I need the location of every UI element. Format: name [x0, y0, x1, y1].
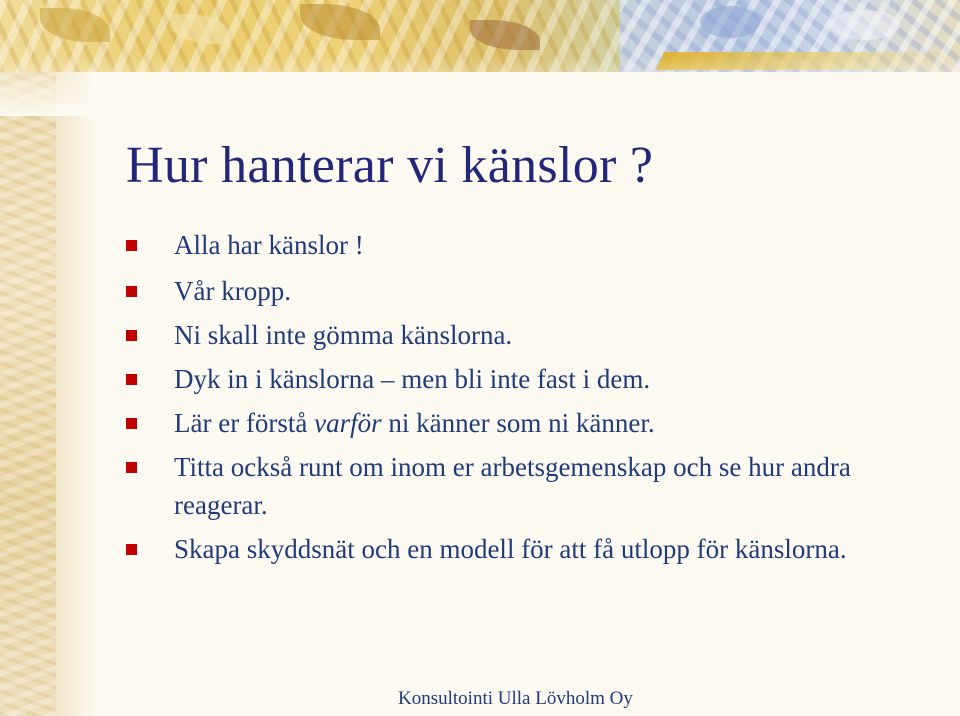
- slide-title: Hur hanterar vi känslor ?: [126, 137, 654, 194]
- bullet-text: Vår kropp.: [174, 276, 291, 306]
- flower-decoration: [830, 10, 900, 40]
- bullet-text-before: Lär er förstå: [174, 408, 315, 438]
- flower-decoration: [700, 6, 760, 38]
- bullet-text-emphasis: varför: [314, 408, 382, 438]
- slide-footer: Konsultointi Ulla Lövholm Oy: [398, 688, 633, 709]
- bullet-text: Titta också runt om inom er arbetsgemenskap och se hur andra reagerar.: [174, 452, 851, 520]
- bullet-text: Alla har känslor !: [174, 230, 364, 260]
- square-bullet-icon: [126, 544, 137, 555]
- banner-fade: [0, 56, 960, 116]
- bullet-text-after: ni känner som ni känner.: [381, 408, 655, 438]
- bullet-text: Ni skall inte gömma känslorna.: [174, 320, 513, 350]
- square-bullet-icon: [126, 240, 137, 251]
- square-bullet-icon: [126, 374, 137, 385]
- bullet-item: [126, 226, 916, 264]
- bullet-item: [126, 530, 916, 568]
- bullet-text: Skapa skyddsnät och en modell för att få utlopp för känslorna.: [174, 534, 847, 564]
- bullet-item: [126, 404, 916, 442]
- bullet-list: [126, 226, 916, 574]
- bullet-text: Dyk in i känslorna – men bli inte fast i dem.: [174, 364, 651, 394]
- square-bullet-icon: [126, 286, 137, 297]
- square-bullet-icon: [126, 330, 137, 341]
- top-decorative-banner: [0, 0, 960, 72]
- bullet-item: [126, 272, 916, 310]
- square-bullet-icon: [126, 418, 137, 429]
- left-strip-fade: [56, 70, 96, 716]
- square-bullet-icon: [126, 462, 137, 473]
- bullet-item: [126, 316, 916, 354]
- bullet-item: [126, 448, 916, 524]
- bullet-item: [126, 360, 916, 398]
